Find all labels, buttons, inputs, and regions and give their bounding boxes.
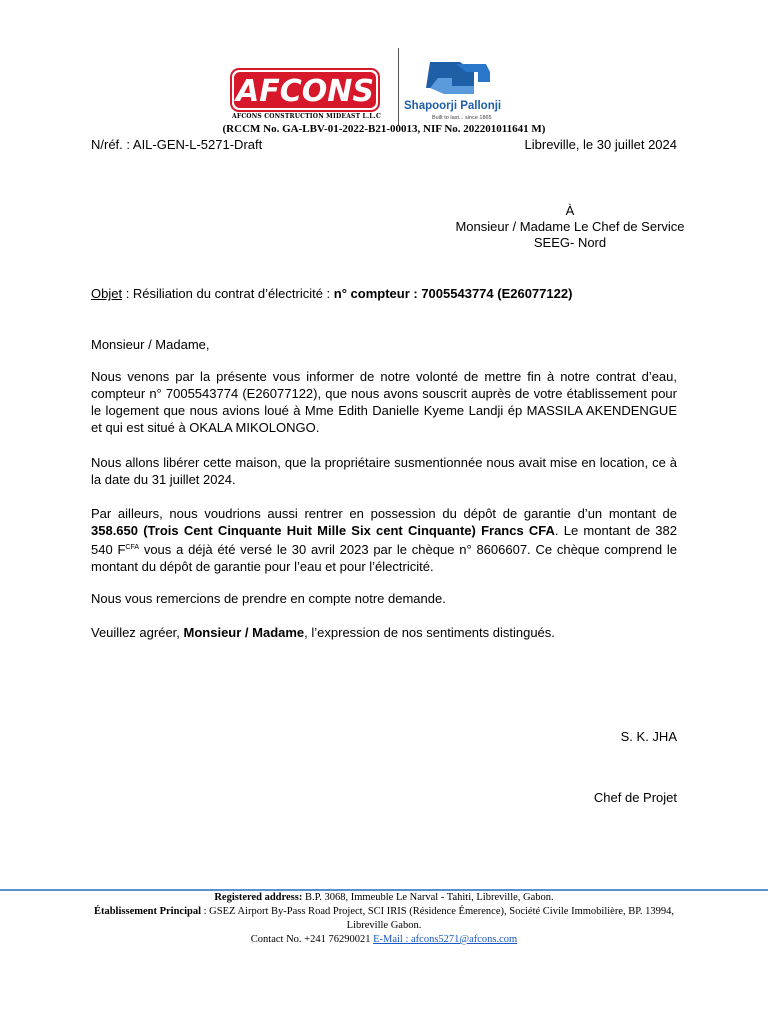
subject-meter: n° compteur : 7005543774 (E26077122) <box>333 286 573 301</box>
reference-number: N/réf. : AIL-GEN-L-5271-Draft <box>91 137 263 152</box>
closing-bold: Monsieur / Madame <box>183 625 305 640</box>
footer-contact <box>80 933 688 947</box>
paragraph-3-part2: . Le montant de 382 540 F <box>91 523 677 557</box>
place-date: Libreville, le 30 juillet 2024 <box>524 137 677 152</box>
logo-divider <box>398 48 399 126</box>
paragraph-1: Nous venons par la présente vous informer de notre volonté de mettre fin à notre contrat d’eau, compteur n° 7005543774 (E26077122), que nous avons souscrit auprès de votre établissement pour le logement que nous avions loué à Mme Edith Danielle Kyeme Landji ép MASSILA AKENDENGUE et qui est situé à OKALA MIKOLONGO. <box>91 369 677 435</box>
subject-label: Objet <box>91 286 123 301</box>
footer-contact-number: Contact No. +241 76290021 <box>250 934 374 945</box>
footer-registered-label: Registered address: <box>214 892 303 903</box>
closing-formula <box>91 624 677 641</box>
subject-line <box>91 286 572 301</box>
afcons-company-name: AFCONS CONSTRUCTION MIDEAST L.L.C <box>232 113 381 120</box>
paragraph-3 <box>91 505 677 575</box>
deposit-amount: 358.650 (Trois Cent Cinquante Huit Mille Six cent Cinquante) Francs CFA <box>91 523 555 538</box>
signatory-name: S. K. JHA <box>620 729 677 744</box>
currency-superscript: CFA <box>125 544 140 551</box>
footer-registered-value: B.P. 3068, Immeuble Le Narval - Tahiti, Libreville, Gabon. <box>302 892 554 903</box>
recipient-block <box>440 203 700 251</box>
paragraph-2: Nous allons libérer cette maison, que la propriétaire susmentionnée nous avait mise en location, ce à la date du 31 juillet 2024. <box>91 455 677 487</box>
footer-registered <box>80 891 688 905</box>
afcons-logo <box>230 68 380 114</box>
footer-etab-value: : GSEZ Airport By-Pass Road Project, SCI IRIS (Résidence Émerence), Société Civile Immobilière, BP. 13994, Libreville Gabon. <box>201 906 675 931</box>
signatory-title: Chef de Projet <box>593 790 677 805</box>
sp-logo-name: Shapoorji Pallonji <box>404 100 502 112</box>
sp-logo-tagline: Built to last... since 1865 <box>432 115 492 121</box>
afcons-logo-text: AFCONS <box>236 74 374 109</box>
sp-logo-initials: SP <box>516 58 518 59</box>
rccm-line: (RCCM No. GA-LBV-01-2022-B21-00013, NIF No. 202201011641 M) <box>222 123 546 135</box>
paragraph-4: Nous vous remercions de prendre en compte notre demande. <box>91 591 446 606</box>
footer-email-link[interactable]: E-Mail : afcons5271@afcons.com <box>373 934 518 945</box>
closing-part2: , l’expression de nos sentiments distingués. <box>304 625 555 640</box>
recipient-line1: Monsieur / Madame Le Chef de Service <box>455 219 685 234</box>
footer <box>80 891 688 947</box>
shapoorji-pallonji-logo <box>404 58 516 122</box>
closing-part1: Veuillez agréer, <box>91 625 184 640</box>
footer-etab-label: Établissement Principal <box>93 906 202 917</box>
paragraph-3-part3: vous a déjà été versé le 30 avril 2023 par le chèque n° 8606607. Ce chèque comprend le montant du dépôt de garantie pour l’eau et pour l’électricité. <box>91 542 677 574</box>
recipient-a: À <box>565 203 575 218</box>
footer-etablissement <box>80 905 688 933</box>
subject-text: : Résiliation du contrat d’électricité : <box>122 286 334 301</box>
recipient-line2: SEEG- Nord <box>533 235 607 250</box>
salutation: Monsieur / Madame, <box>91 337 210 352</box>
paragraph-3-part1: Par ailleurs, nous voudrions aussi rentrer en possession du dépôt de garantie d’un montant de <box>91 506 677 521</box>
